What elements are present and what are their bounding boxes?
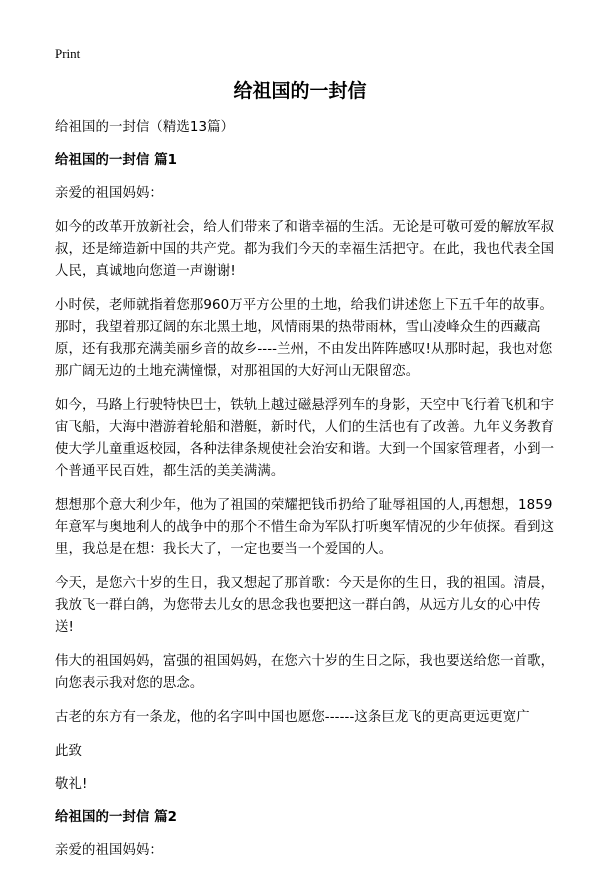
- letter-1-paragraph-6: 伟大的祖国妈妈，富强的祖国妈妈，在您六十岁的生日之际，我也要送给您一首歌，向您表示我对您的思念。: [55, 654, 555, 691]
- letter-1-paragraph-3: 如今，马路上行驶特快巴士，铁轨上越过磁悬浮列车的身影，天空中飞行着飞机和宇宙飞船，大海中潜游着轮船和潜艇，新时代，人们的生活也有了改善。九年义务教育使大学儿童重返校园，各种法律条规使社会治安和谐。大到一个国家管理者，小到一个普通平民百姓，都生活的美美满满。: [55, 398, 555, 479]
- print-link[interactable]: Print: [55, 46, 81, 61]
- letter-2-greeting: 亲爱的祖国妈妈：: [55, 843, 163, 858]
- document-title: 给祖国的一封信: [233, 80, 367, 102]
- letter-1-paragraph-2: 小时侯，老师就指着您那960万平方公里的土地，给我们讲述您上下五千年的故事。那时，我望着那辽阔的东北黑土地，风情雨果的热带雨林，雪山凌峰众生的西藏高原，还有我那充满美丽乡音的故乡----兰州，不由发出阵阵感叹!从那时起，我也对您那广阔无边的土地充满憧憬，对那祖国的大好河山无限留恋。: [55, 298, 554, 379]
- document-subtitle: 给祖国的一封信（精选13篇）: [55, 120, 235, 135]
- letter-1-paragraph-7: 古老的东方有一条龙，他的名字叫中国也愿您------这条巨龙飞的更高更远更宽广: [55, 710, 530, 725]
- letter-1-heading: 给祖国的一封信 篇1: [55, 153, 178, 168]
- letter-1-paragraph-4: 想想那个意大利少年，他为了祖国的荣耀把钱币扔给了耻辱祖国的人,再想想，1859年意军与奥地利人的战争中的那个不惜生命为军队打听奥军情况的少年侦探。看到这里，我总是在想：我长大了，一定也要当一个爱国的人。: [55, 498, 555, 557]
- letter-1-paragraph-1: 如今的改革开放新社会，给人们带来了和谐幸福的生活。无论是可敬可爱的解放军叔叔，还是缔造新中国的共产党。都为我们今天的幸福生活把守。在此，我也代表全国人民，真诚地向您道一声谢谢!: [55, 220, 555, 279]
- document-body: [55, 117, 555, 874]
- letter-1-paragraph-5: 今天，是您六十岁的生日，我又想起了那首歌：今天是你的生日，我的祖国。清晨，我放飞一群白鸽，为您带去儿女的思念我也要把这一群白鸽，从远方儿女的心中传送!: [55, 576, 555, 635]
- letter-1-greeting: 亲爱的祖国妈妈：: [55, 186, 163, 201]
- letter-1-salute: 敬礼!: [55, 777, 88, 792]
- letter-1-closing: 此致: [55, 744, 82, 759]
- letter-2-heading: 给祖国的一封信 篇2: [55, 810, 178, 825]
